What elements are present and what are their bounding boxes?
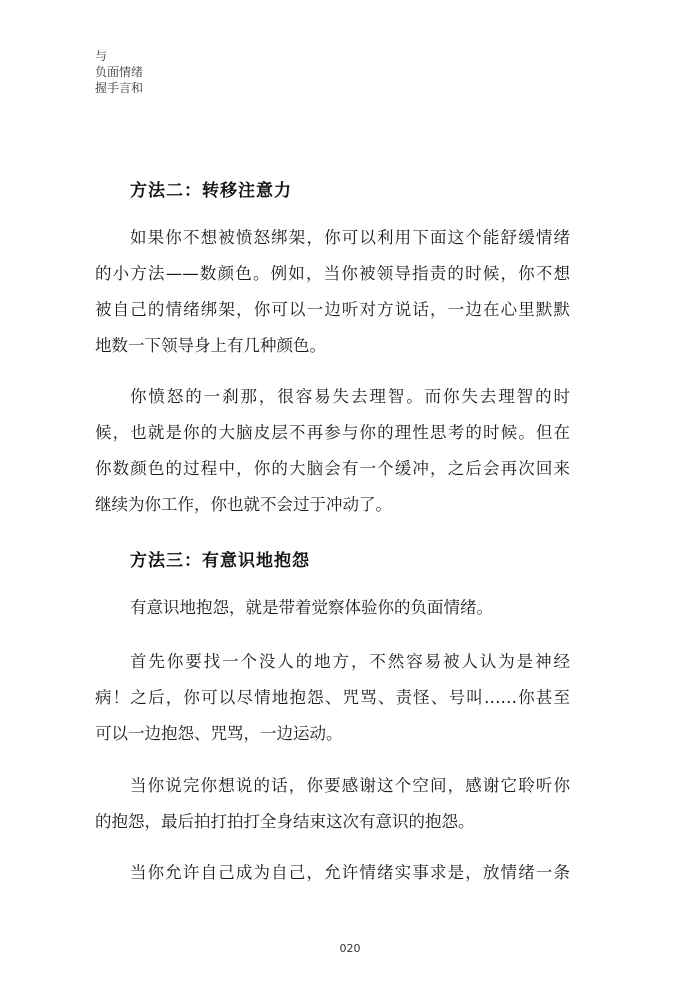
paragraph-line: 病！之后，你可以尽情地抱怨、咒骂、责怪、号叫……你甚至 — [95, 688, 570, 707]
paragraph-line: 的小方法——数颜色。例如，当你被领导指责的时候，你不想 — [95, 264, 570, 283]
section-heading: 方法二：转移注意力 — [130, 181, 292, 201]
paragraph-line: 你数颜色的过程中，你的大脑会有一个缓冲，之后会再次回来 — [95, 459, 570, 478]
paragraph-line: 的抱怨，最后拍打拍打全身结束这次有意识的抱怨。 — [95, 812, 475, 831]
paragraph-line: 继续为你工作，你也就不会过于冲动了。 — [95, 495, 392, 514]
running-head-line: 与 — [95, 49, 108, 63]
paragraph-line: 首先你要找一个没人的地方，不然容易被人认为是神经 — [130, 652, 570, 671]
running-head-line: 握手言和 — [95, 81, 144, 95]
paragraph-line: 当你说完你想说的话，你要感谢这个空间，感谢它聆听你 — [130, 776, 570, 795]
running-head-line: 负面情绪 — [95, 65, 144, 79]
paragraph-line: 可以一边抱怨、咒骂，一边运动。 — [95, 724, 343, 743]
paragraph-line: 被自己的情绪绑架，你可以一边听对方说话，一边在心里默默 — [95, 300, 570, 319]
running-head — [95, 48, 143, 96]
paragraph-line: 地数一下领导身上有几种颜色。 — [95, 336, 326, 355]
paragraph-line: 有意识地抱怨，就是带着觉察体验你的负面情绪。 — [130, 598, 493, 617]
section-heading: 方法三：有意识地抱怨 — [130, 551, 310, 571]
paragraph-line: 当你允许自己成为自己，允许情绪实事求是，放情绪一条 — [130, 863, 570, 882]
paragraph-line: 你愤怒的一刹那，很容易失去理智。而你失去理智的时 — [130, 387, 570, 406]
paragraph-line: 如果你不想被愤怒绑架，你可以利用下面这个能舒缓情绪 — [130, 228, 570, 247]
paragraph-line: 候，也就是你的大脑皮层不再参与你的理性思考的时候。但在 — [95, 423, 570, 442]
page-number: 020 — [339, 942, 361, 955]
